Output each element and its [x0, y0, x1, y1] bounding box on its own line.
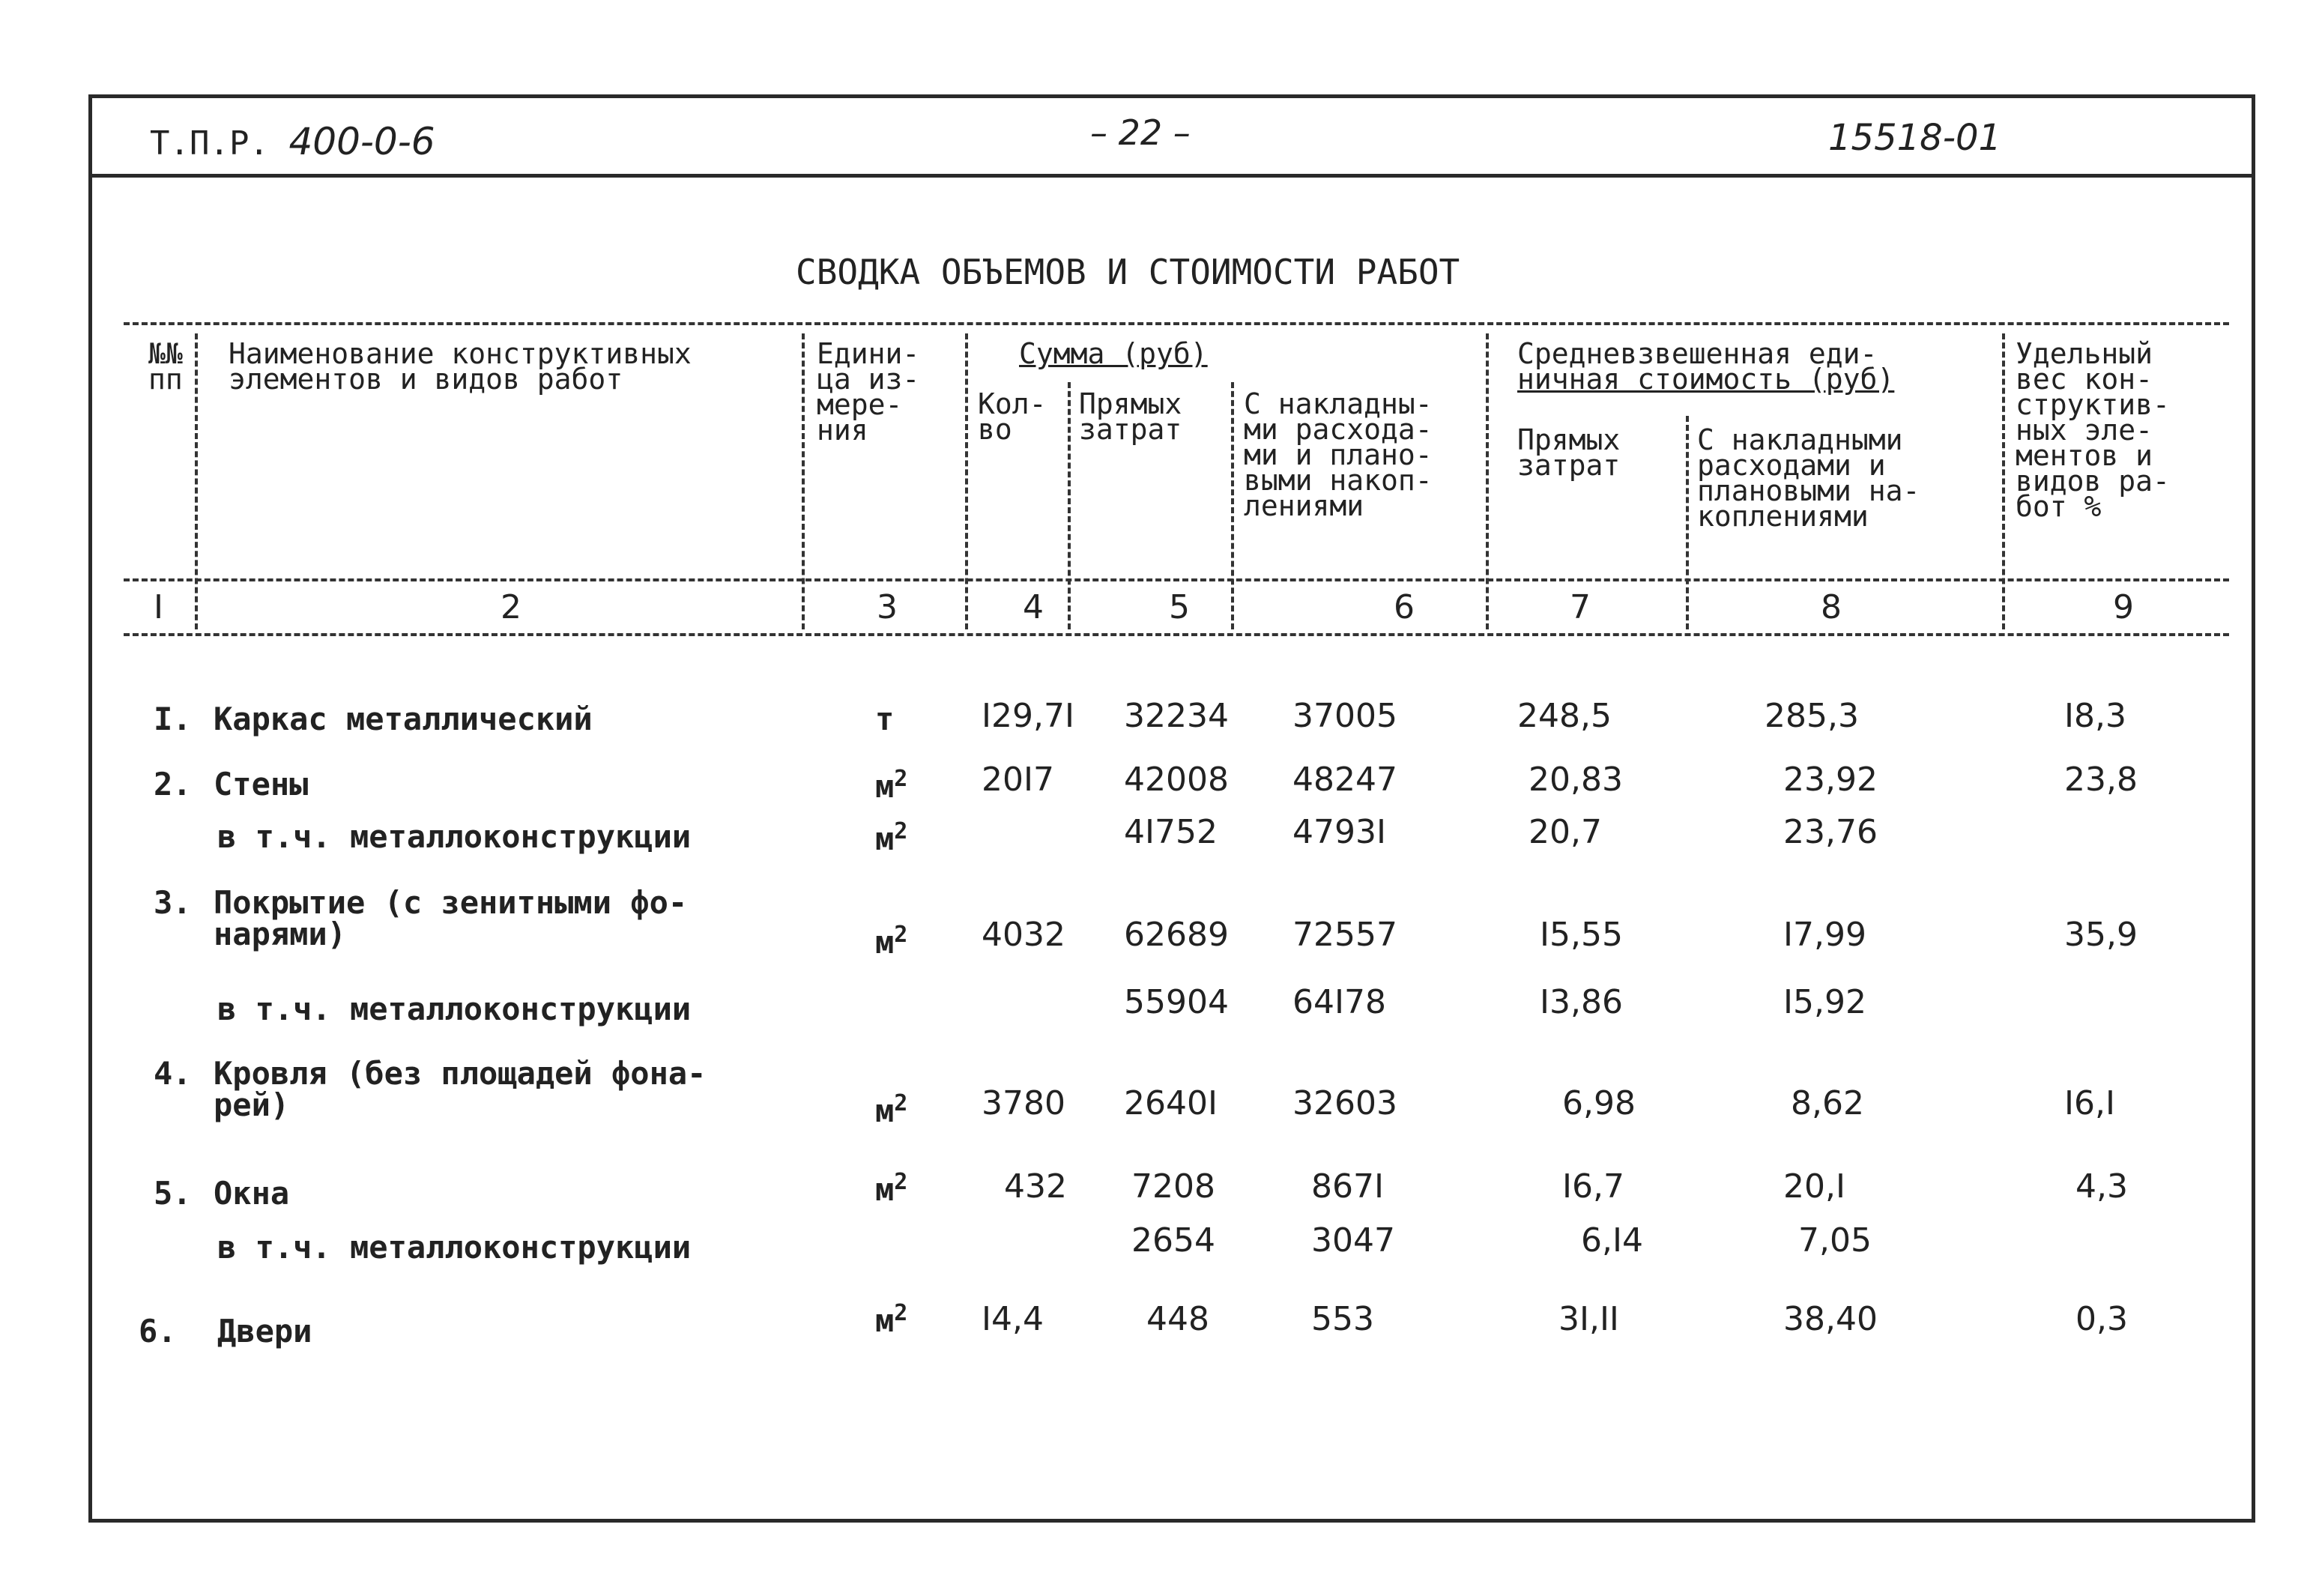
header-bottom-rule — [124, 578, 2229, 581]
sum-header: Сумма (руб) — [1019, 337, 1208, 370]
col-sep-2 — [802, 333, 805, 629]
col-sep-1 — [195, 333, 198, 629]
colnum-6: 6 — [1394, 588, 1415, 626]
colnum-5: 5 — [1169, 588, 1190, 626]
colnum-1: I — [154, 588, 163, 626]
code-handwritten: 400-0-6 — [288, 120, 435, 163]
header-divider — [88, 174, 2255, 178]
col5-header: Прямых затрат — [1079, 387, 1182, 446]
colnum-4: 4 — [1023, 588, 1044, 626]
col9-header: Удельный вес кон- структив- ных эле- ментов и видов ра- бот % — [2016, 337, 2170, 523]
col3-header: Едини- ца из- мере- ния — [817, 337, 920, 447]
code-prefix: Т.П.Р. — [150, 124, 269, 163]
colnum-8: 8 — [1821, 588, 1842, 626]
page-number: – 22 – — [1090, 112, 1191, 153]
table-top-rule — [124, 322, 2229, 325]
col7-header: Прямых затрат — [1517, 423, 1621, 482]
col6-header: С накладны- ми расхода- ми и плано- выми накоп- лениями — [1244, 387, 1433, 522]
colnum-7: 7 — [1570, 588, 1591, 626]
col4-header: Кол- во — [978, 387, 1047, 446]
col1-header: №№ пп — [148, 337, 183, 396]
page-title: СВОДКА ОБЪЕМОВ И СТОИМОСТИ РАБОТ — [796, 252, 1460, 292]
colnum-3: 3 — [877, 588, 898, 626]
avg-header: Средневзвешенная еди- ничная стоимость (руб) — [1517, 337, 1895, 396]
col-sep-6 — [1486, 333, 1489, 629]
col2-header: Наименование конструктивных элементов и видов работ — [229, 337, 692, 396]
colnum-2: 2 — [501, 588, 521, 626]
col-sep-8 — [2002, 333, 2005, 629]
col8-header: С накладными расходами и плановыми на- коплениями — [1697, 423, 1920, 533]
col-sep-3 — [965, 333, 968, 629]
col-sep-4 — [1068, 382, 1071, 629]
colnum-9: 9 — [2113, 588, 2134, 626]
column-numbers-rule — [124, 633, 2229, 636]
doc-number: 15518-01 — [1828, 117, 2002, 159]
col-sep-5 — [1231, 382, 1234, 629]
document-code — [150, 120, 435, 163]
col-sep-7 — [1686, 416, 1689, 629]
